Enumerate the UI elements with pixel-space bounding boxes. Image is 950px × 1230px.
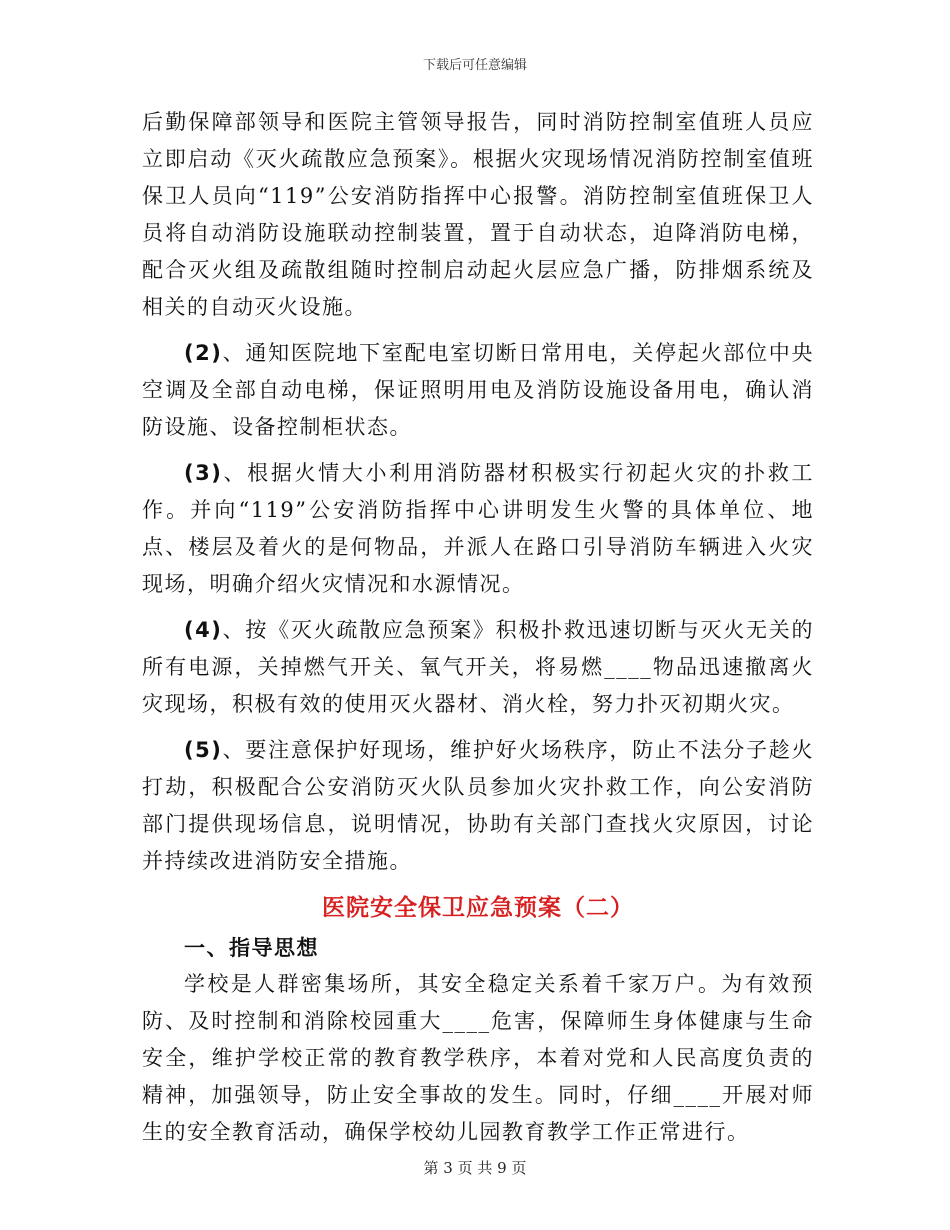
item-number-3: (3) xyxy=(184,461,223,485)
paragraph-3-text: 、根据火情大小利用消防器材积极实行初起火灾的扑救工作。并向“119”公安消防指挥中心讲明发生火警的具体单位、地点、楼层及着火的是何物品，并派人在路口引导消防车辆进入火灾现场，明确介绍火灾情况和水源情况。 xyxy=(142,461,814,596)
paragraph-1: 后勤保障部领导和医院主管领导报告，同时消防控制室值班人员应立即启动《灭火疏散应急预案》。根据火灾现场情况消防控制室值班保卫人员向“119”公安消防指挥中心报警。消防控制室值班保卫人员将自动消防设施联动控制装置，置于自动状态，迫降消防电梯，配合灭火组及疏散组随时控制启动起火层应急广播，防排烟系统及相关的自动灭火设施。 xyxy=(142,110,814,319)
paragraph-5 xyxy=(142,732,814,880)
section-body: 学校是人群密集场所，其安全稳定关系着千家万户。为有效预防、及时控制和消除校园重大____危害，保障师生身体健康与生命安全，维护学校正常的教育教学秩序，本着对党和人民高度负责的精神，加强领导，防止安全事故的发生。同时，仔细____开展对师生的安全教育活动，确保学校幼儿园教育教学工作正常进行。 xyxy=(142,972,814,1144)
item-number-4: (4) xyxy=(184,618,223,642)
paragraph-3 xyxy=(142,455,814,603)
page-header: 下载后可任意编辑 xyxy=(422,58,527,73)
page-footer: 第 3 页 共 9 页 xyxy=(423,1159,527,1177)
item-number-5: (5) xyxy=(184,738,223,762)
item-number-2: (2) xyxy=(184,341,223,365)
section-heading: 一、指导思想 xyxy=(184,935,319,960)
document-body xyxy=(142,104,814,1160)
paragraph-4-text: 、按《灭火疏散应急预案》积极扑救迅速切断与灭火无关的所有电源，关掉燃气开关、氧气开关，将易燃____物品迅速撤离火灾现场，积极有效的使用灭火器材、消火栓，努力扑灭初期火灾。 xyxy=(142,618,814,716)
paragraph-2 xyxy=(142,335,814,446)
paragraph-4 xyxy=(142,612,814,723)
section-title: 医院安全保卫应急预案（二） xyxy=(322,894,634,921)
paragraph-5-text: 、要注意保护好现场，维护好火场秩序，防止不法分子趁火打劫，积极配合公安消防灭火队员参加火灾扑救工作，向公安消防部门提供现场信息，说明情况，协助有关部门查找火灾原因，讨论并持续改进消防安全措施。 xyxy=(142,738,814,873)
paragraph-2-text: 、通知医院地下室配电室切断日常用电，关停起火部位中央空调及全部自动电梯，保证照明用电及消防设施设备用电，确认消防设施、设备控制柜状态。 xyxy=(142,341,814,439)
